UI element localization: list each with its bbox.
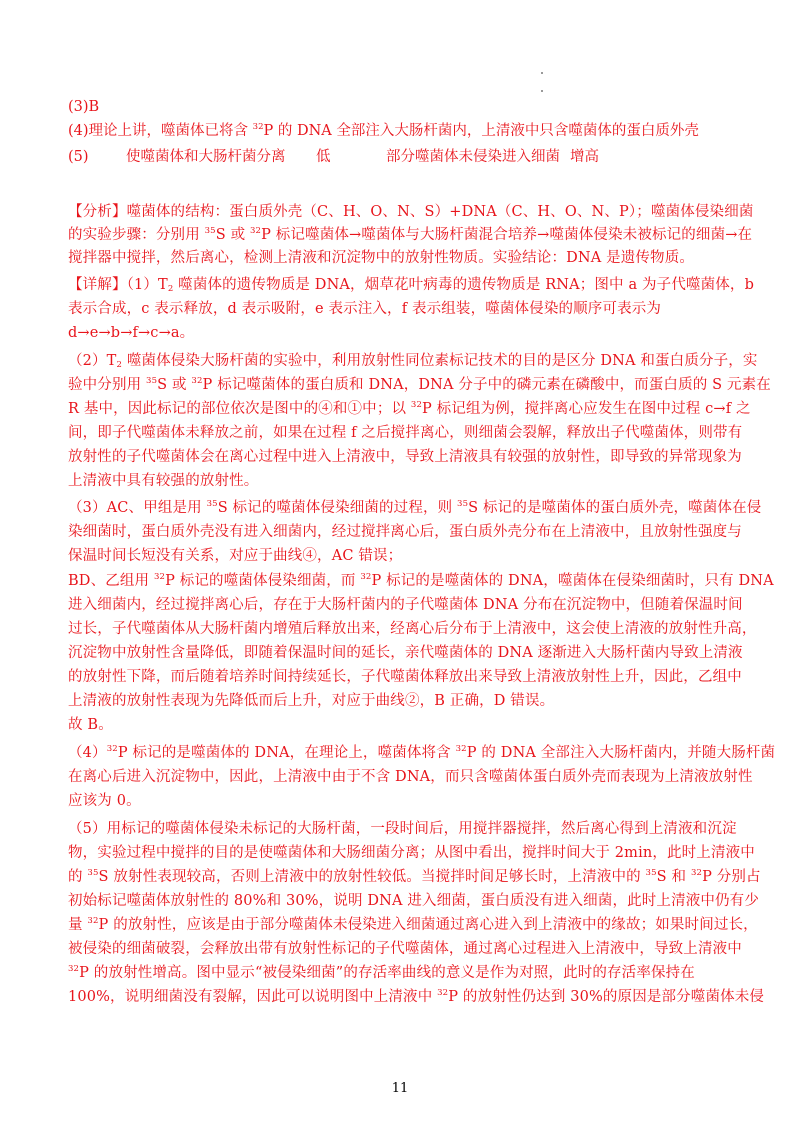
detail-3-line xyxy=(68,666,742,688)
isotope-superscript: 32 xyxy=(252,122,264,132)
subscript: 2 xyxy=(167,284,174,294)
isotope-superscript: 32 xyxy=(455,744,467,754)
analysis-line xyxy=(68,201,754,223)
text-run: （5）用标记的噬菌体侵染未标记的大肠杆菌，一段时间后，用搅拌器搅拌，然后离心得到上清液和沉淀 xyxy=(68,821,737,837)
text-run: P 分别占 xyxy=(702,869,761,885)
text-run: 表示合成，c 表示释放，d 表示吸附，e 表示注入，f 表示组装，噬菌体侵染的顺序可表示为 xyxy=(68,301,662,317)
detail-3-line xyxy=(68,497,762,519)
detail-4-line xyxy=(68,742,776,764)
detail-3-line xyxy=(68,521,742,543)
text-run: 进入细菌内，经过搅拌离心后，存在于大肠杆菌内的子代噬菌体 DNA 分布在沉淀物中，但随着保温时间 xyxy=(68,597,743,613)
text-run: 噬菌体侵染大肠杆菌的实验中，利用放射性同位素标记技术的目的是区分 DNA 和蛋白质分子，实 xyxy=(122,353,758,369)
detail-2-line xyxy=(68,374,771,396)
text-run: P 标记的噬菌体侵染细菌，而 xyxy=(165,573,361,589)
detail-2-line xyxy=(68,398,751,420)
text-run: 量 xyxy=(68,917,88,933)
detail-3-line xyxy=(68,714,736,736)
isotope-superscript: 32 xyxy=(410,400,423,410)
text-run: P 的放射性，应该是由于部分噬菌体未侵染进入细菌通过离心进入到上清液中的缘故；如果时间过长， xyxy=(98,917,758,933)
text-run: （4） xyxy=(68,745,107,761)
text-run: P 的 DNA 全部注入大肠杆菌内，上清液中只含噬菌体的蛋白质外壳 xyxy=(263,123,699,139)
text-run: 染细菌时，蛋白质外壳没有进入细菌内，经过搅拌离心后，蛋白质外壳分布在上清液中，且放射性强度与 xyxy=(68,524,742,540)
text-run: P 标记组为例，搅拌离心应发生在图中过程 c→f 之 xyxy=(422,401,751,417)
isotope-superscript: 32 xyxy=(153,572,166,582)
text-run: P 的放射性仍达到 30%的原因是部分噬菌体未侵 xyxy=(448,989,765,1005)
text-run: S 标记的噬菌体侵染细菌的过程，则 xyxy=(217,500,458,516)
detail-5-line xyxy=(68,890,759,912)
text-run: 物，实验过程中搅拌的目的是使噬菌体和大肠细菌分离；从图中看出，搅拌时间大于 2min，此时上清液中 xyxy=(68,845,755,861)
text-run: S 标记的是噬菌体的蛋白质外壳，噬菌体在侵 xyxy=(468,500,762,516)
isotope-superscript: 35 xyxy=(87,868,99,878)
text-run: S 和 xyxy=(656,869,691,885)
text-run: （3）AC、甲组是用 xyxy=(68,500,207,516)
answer-4 xyxy=(68,120,699,142)
isotope-superscript: 32 xyxy=(360,572,372,582)
text-run: S 放射性表现较高，否则上清液中的放射性较低。当搅拌时间足够长时，上清液中的 xyxy=(98,869,646,885)
decorative-dots xyxy=(541,70,545,96)
detail-5-line xyxy=(68,986,765,1008)
text-run: P 的 DNA 全部注入大肠杆菌内，并随大肠杆菌 xyxy=(466,745,776,761)
text-run: (4)理论上讲，噬菌体已将含 xyxy=(68,123,253,139)
detail-3-line xyxy=(68,545,736,567)
answer-5-blank-4: 增高 xyxy=(570,149,599,165)
dot-mark xyxy=(541,72,543,74)
text-run: P 标记噬菌体→噬菌体与大肠杆菌混合培养→噬菌体侵染未被标记的细菌→在 xyxy=(261,227,753,243)
analysis-line xyxy=(68,247,736,269)
text-run: R 基中，因此标记的部位依次是图中的④和①中；以 xyxy=(68,401,411,417)
detail-3-line xyxy=(68,618,757,640)
isotope-superscript: 32 xyxy=(437,988,449,998)
text-run: P 的放射性增高。图中显示“被侵染细菌”的存活率曲线的意义是作为对照，此时的存活率保持在 xyxy=(79,965,695,981)
answer-5-blank-2: 低 xyxy=(316,149,331,165)
text-run: 放射性的子代噬菌体会在离心过程中进入上清液中，导致上清液具有较强的放射性，即导致的异常现象为 xyxy=(68,449,742,465)
text-run: 100%，说明细菌没有裂解，因此可以说明图中上清液中 xyxy=(68,989,438,1005)
detail-5-line xyxy=(68,866,761,888)
dot-mark xyxy=(541,90,543,92)
text-run: P 标记噬菌体的蛋白质和 DNA，DNA 分子中的磷元素在磷酸中，而蛋白质的 S 元素在 xyxy=(202,377,771,393)
isotope-superscript: 35 xyxy=(146,376,158,386)
text-run: 过长，子代噬菌体从大肠杆菌内增殖后释放出来，经离心后分布于上清液中，这会使上清液的放射性升高， xyxy=(68,621,757,637)
detail-2-line xyxy=(68,350,758,372)
detail-2-line xyxy=(68,446,742,468)
detail-5-line xyxy=(68,914,758,936)
detail-2-line xyxy=(68,422,743,444)
answer-3 xyxy=(68,96,99,118)
text-run: 搅拌器中搅拌，然后离心，检测上清液和沉淀物中的放射性物质。实验结论：DNA 是遗传物质。 xyxy=(68,250,694,266)
detail-5-line xyxy=(68,818,736,840)
detail-3-line xyxy=(68,594,743,616)
isotope-superscript: 35 xyxy=(457,499,469,509)
text-run: 被侵染的细菌破裂，会释放出带有放射性标记的子代噬菌体，通过离心过程进入上清液中，导致上清液中 xyxy=(68,941,742,957)
detail-5-line xyxy=(68,842,755,864)
text-run: （2）T xyxy=(68,353,117,369)
isotope-superscript: 35 xyxy=(645,868,657,878)
text-run: 保温时间长短没有关系，对应于曲线④，AC 错误； xyxy=(68,548,403,564)
detail-1-line xyxy=(68,274,755,296)
text-run: 在离心后进入沉淀物中，因此，上清液中由于不含 DNA，而只含噬菌体蛋白质外壳而表现为上清液放射性 xyxy=(68,769,753,785)
detail-5-line xyxy=(68,938,742,960)
detail-3-line xyxy=(68,570,774,592)
isotope-superscript: 32 xyxy=(68,964,80,974)
text-run: 上清液的放射性表现为先降低而后上升，对应于曲线②，B 正确，D 错误。 xyxy=(68,693,555,709)
detail-3-line xyxy=(68,642,743,664)
text-run: 初始标记噬菌体放射性的 80%和 30%，说明 DNA 进入细菌，蛋白质没有进入细菌，此时上清液中仍有少 xyxy=(68,893,759,909)
detail-2-line xyxy=(68,470,736,492)
text-run: BD、乙组用 xyxy=(68,573,154,589)
text-run: P 标记的是噬菌体的 DNA，在理论上，噬菌体将含 xyxy=(117,745,456,761)
detail-1-line xyxy=(68,298,736,320)
isotope-superscript: 32 xyxy=(191,376,203,386)
detail-1-line xyxy=(68,322,736,344)
isotope-superscript: 32 xyxy=(87,916,99,926)
page-number: 11 xyxy=(391,1081,409,1096)
answer-5 xyxy=(68,146,736,168)
subscript: 2 xyxy=(116,360,123,370)
text-run: P 标记的是噬菌体的 DNA，噬菌体在侵染细菌时，只有 DNA xyxy=(371,573,774,589)
text-run: d→e→b→f→c→a。 xyxy=(68,325,195,341)
isotope-superscript: 35 xyxy=(206,499,218,509)
text-run: 的 xyxy=(68,869,88,885)
text-run: S 或 xyxy=(157,377,192,393)
isotope-superscript: 35 xyxy=(204,226,216,236)
text-run: 验中分别用 xyxy=(68,377,147,393)
text-run: 噬菌体的遗传物质是 DNA，烟草花叶病毒的遗传物质是 RNA；图中 a 为子代噬菌体，b xyxy=(173,277,755,293)
analysis-line xyxy=(68,224,753,246)
detail-3-line xyxy=(68,690,736,712)
answer-3-text: (3)B xyxy=(68,99,100,115)
text-run: 沉淀物中放射性含量降低，即随着保温时间的延长，亲代噬菌体的 DNA 逐渐进入大肠杆菌内导致上清液 xyxy=(68,645,743,661)
text-run: 的实验步骤：分别用 xyxy=(68,227,205,243)
text-run: 间，即子代噬菌体未释放之前，如果在过程 f 之后搅拌离心，则细菌会裂解，释放出子代噬菌体，则带有 xyxy=(68,425,743,441)
text-run: 【分析】噬菌体的结构：蛋白质外壳（C、H、O、N、S）+DNA（C、H、O、N、P）；噬菌体侵染细菌 xyxy=(68,204,754,220)
answer-5-number: (5) xyxy=(68,149,89,165)
answer-5-blank-3: 部分噬菌体未侵染进入细菌 xyxy=(386,149,560,165)
isotope-superscript: 32 xyxy=(250,226,262,236)
answer-5-blank-1: 使噬菌体和大肠杆菌分离 xyxy=(126,149,286,165)
text-run: 故 B。 xyxy=(68,717,113,733)
text-run: 应该为 0。 xyxy=(68,793,141,809)
detail-4-line xyxy=(68,790,736,812)
detail-4-line xyxy=(68,766,753,788)
isotope-superscript: 32 xyxy=(106,744,118,754)
isotope-superscript: 32 xyxy=(690,868,703,878)
detail-5-line xyxy=(68,962,736,984)
text-run: 的放射性下降，而后随着培养时间持续延长，子代噬菌体释放出来导致上清液放射性上升，因此，乙组中 xyxy=(68,669,742,685)
text-run: 上清液中具有较强的放射性。 xyxy=(68,473,259,489)
text-run: 【详解】（1）T xyxy=(68,277,168,293)
text-run: S 或 xyxy=(215,227,250,243)
